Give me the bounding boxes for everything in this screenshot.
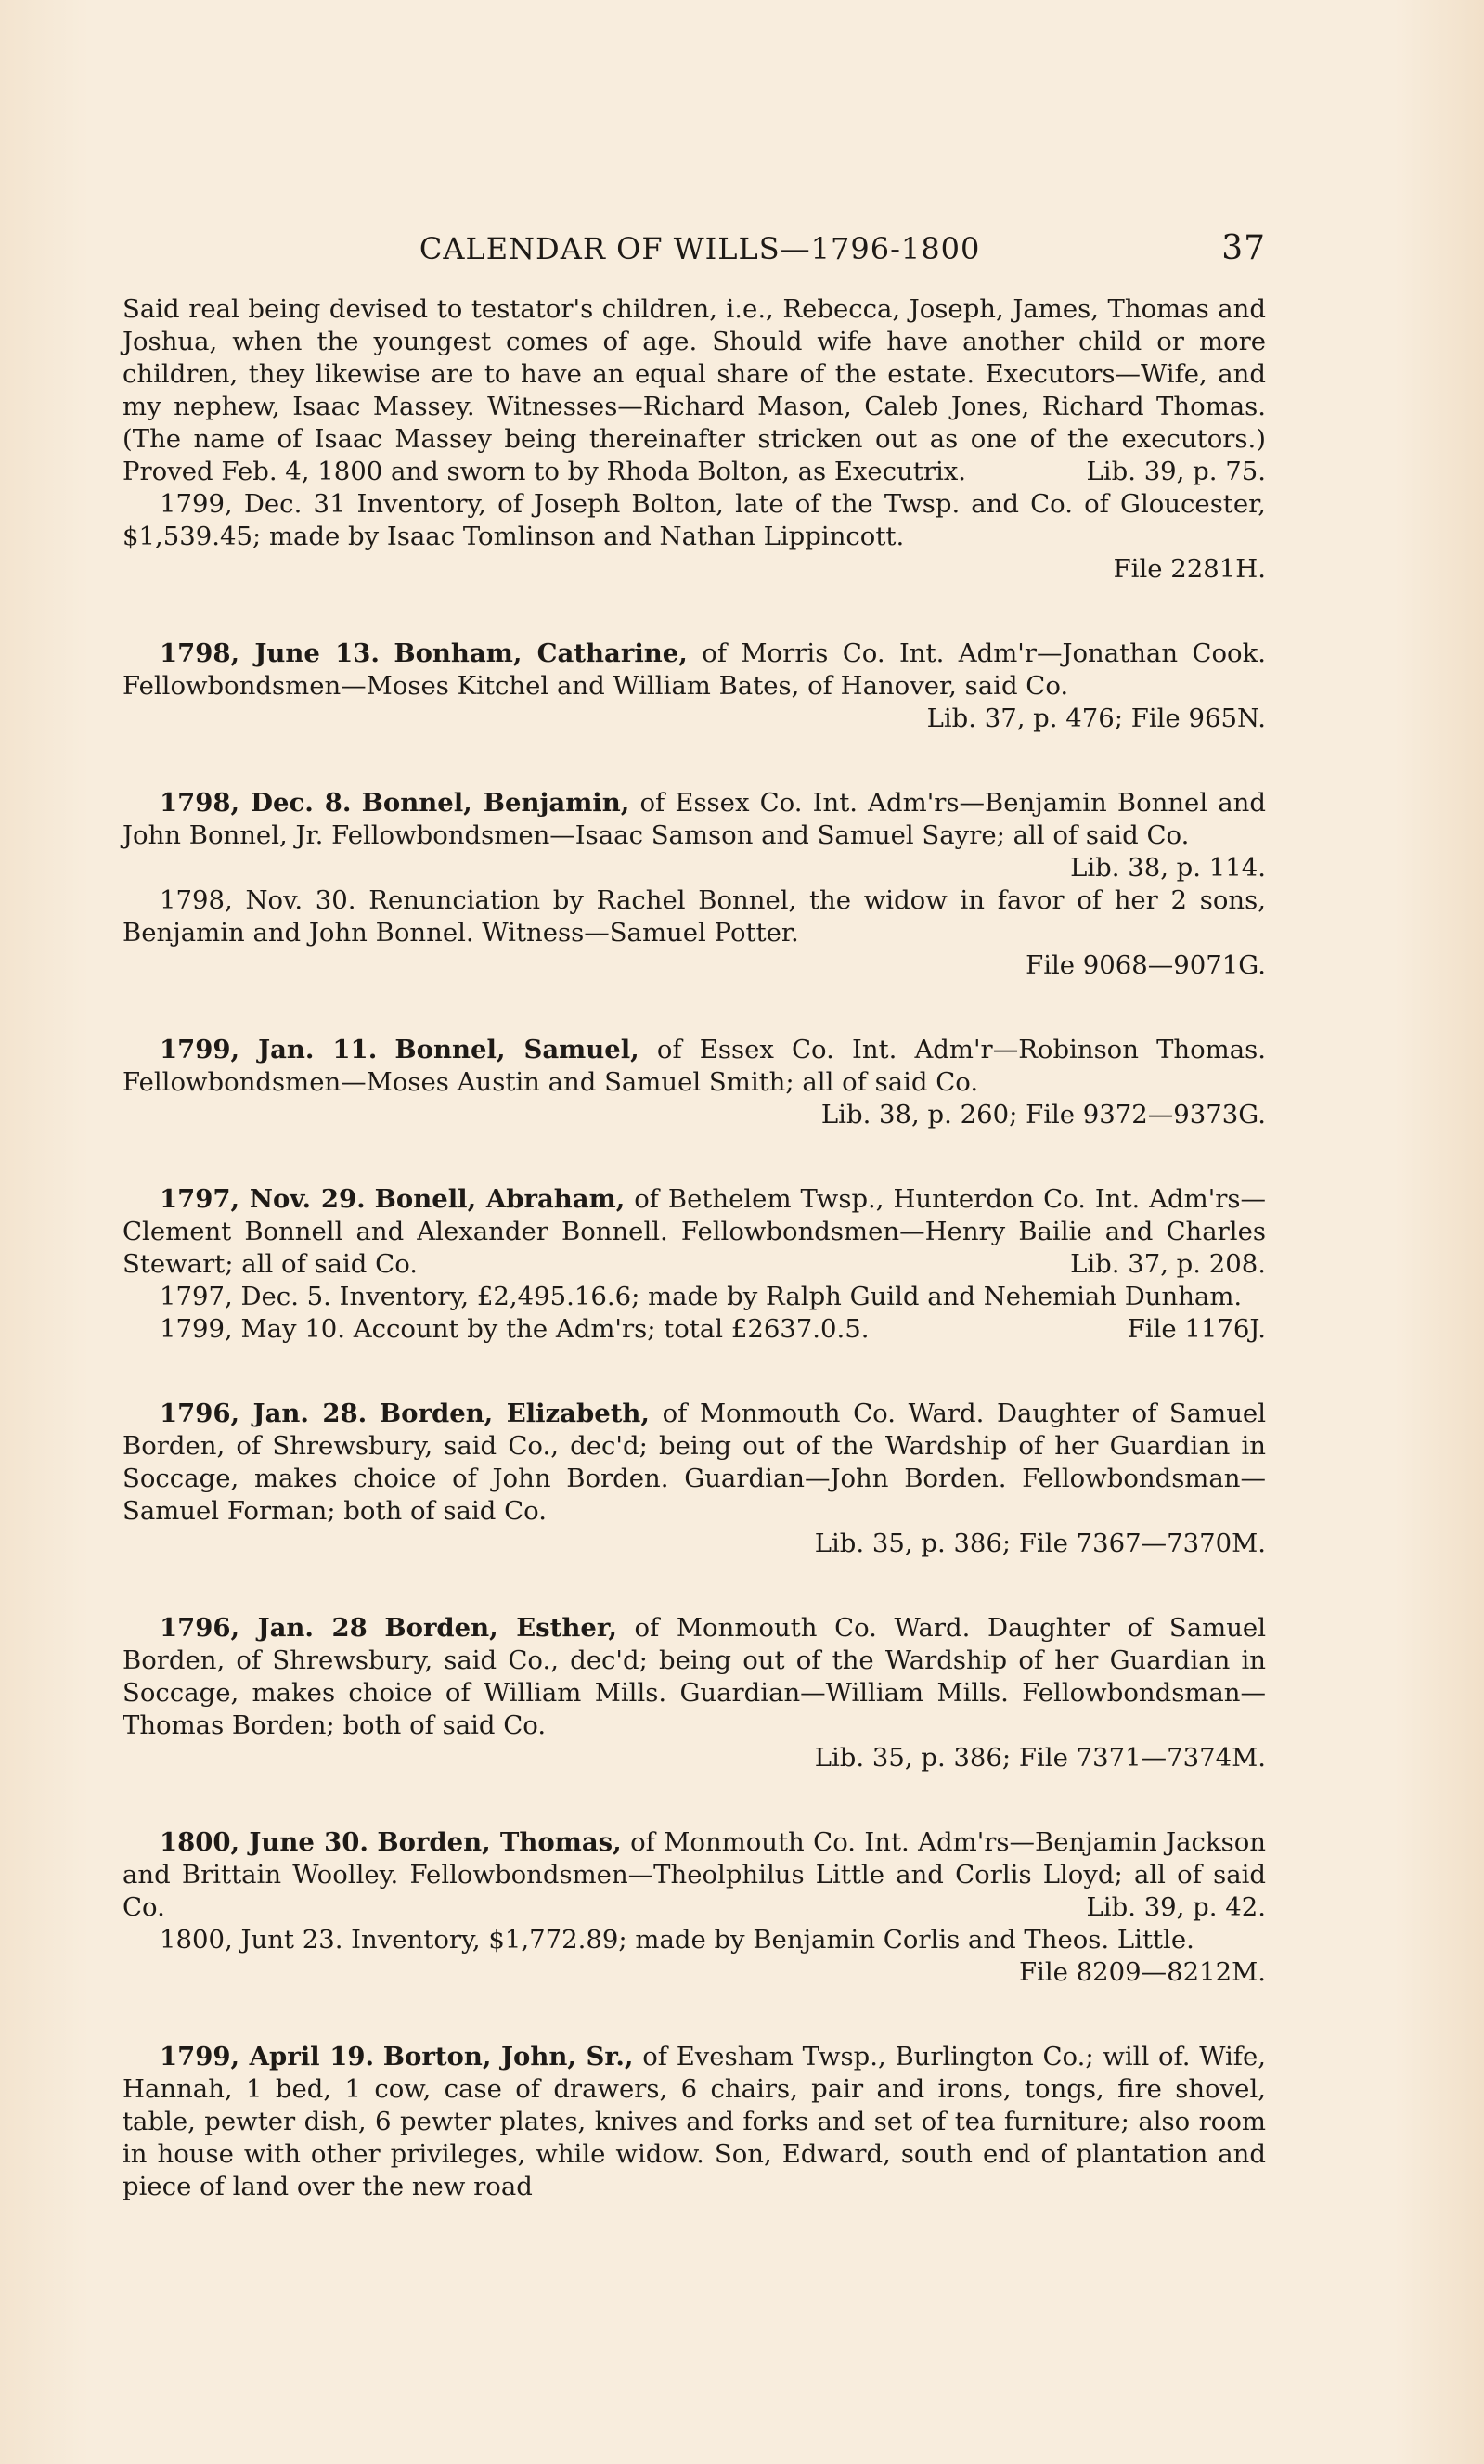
entry-file: File 8209—8212M. — [1018, 1957, 1266, 1987]
entry-para: 1799, Dec. 31 Inventory, of Joseph Bolton, late of the Twsp. and Co. of Gloucester, $1,539.45; made by Isaac Tomlinson and Nathan Lippincott. — [123, 489, 1266, 551]
entry-text: 1796, Jan. 28 Borden, Esther, of Monmouth Co. Ward. Daughter of Samuel Borden, of Shrewsbury, said Co., dec'd; being out of the Wardship of her Guardian in Soccage, makes choice of William Mills. Guardian—William Mills. Fellowbondsman—Thomas Borden; both of said Co. — [123, 1613, 1266, 1740]
entry-name: Borden, Thomas, — [377, 1827, 622, 1857]
entry-ref: Lib. 35, p. 386; File 7371—7374M. — [814, 1743, 1266, 1773]
entry-text: 1798, Dec. 8. Bonnel, Benjamin, of Essex Co. Int. Adm'rs—Benjamin Bonnel and John Bonnel, Jr. Fellowbondsmen—Isaac Samson and Samuel Sayre; all of said Co. Lib. 38, p. 114. — [123, 788, 1266, 883]
entry-name: Borden, Esther, — [384, 1613, 617, 1643]
entry-ref: Lib. 39, p. 42. — [1086, 1892, 1266, 1922]
entry-name: Bonnel, Benjamin, — [361, 788, 630, 818]
entry-bonell-abraham — [123, 1183, 1266, 1346]
entry-text: 1799, Jan. 11. Bonnel, Samuel, of Essex Co. Int. Adm'r—Robinson Thomas. Fellowbondsmen—Moses Austin and Samuel Smith; all of said Co. — [123, 1035, 1267, 1097]
entry-date: 1798, Dec. 8. — [160, 788, 352, 818]
entry-ref: Lib. 37, p. 476; File 965N. — [926, 703, 1266, 733]
entry-bonnel-benjamin — [123, 787, 1266, 982]
entry-ref: Lib. 37, p. 208. — [1070, 1249, 1266, 1279]
running-header — [123, 229, 1266, 267]
entry-bonham-catharine — [123, 638, 1266, 735]
entry-file: File 9068—9071G. — [1026, 950, 1266, 980]
entry-borden-thomas — [123, 1826, 1266, 1989]
entry-date: 1797, Nov. 29. — [160, 1184, 366, 1214]
page-number: 37 — [1221, 229, 1266, 267]
entry-name: Bonnel, Samuel, — [394, 1035, 639, 1064]
entry-ref: Lib. 38, p. 260; File 9372—9373G. — [820, 1100, 1266, 1129]
entry-text: 1800, June 30. Borden, Thomas, of Monmouth Co. Int. Adm'rs—Benjamin Jackson and Brittain Woolley. Fellowbondsmen—Theolphilus Little and Corlis Lloyd; all of said Co. Lib. 39, p. 42. — [123, 1827, 1267, 1922]
entry-para: 1799, May 10. Account by the Adm'rs; total £2637.0.5. File 1176J. — [160, 1314, 1266, 1344]
entry-borden-elizabeth — [123, 1398, 1266, 1560]
entry-date: 1796, Jan. 28 — [160, 1613, 368, 1643]
entry-date: 1796, Jan. 28. — [160, 1399, 368, 1428]
page-title: CALENDAR OF WILLS—1796-1800 — [419, 231, 981, 266]
entry-para: 1800, Junt 23. Inventory, $1,772.89; made by Benjamin Corlis and Theos. Little. File 8209—8212M. — [160, 1925, 1266, 1987]
entry-text: 1797, Nov. 29. Bonell, Abraham, of Bethelem Twsp., Hunterdon Co. Int. Adm'rs—Clement Bonnell and Alexander Bonnell. Fellowbondsmen—Henry Bailie and Charles Stewart; all of said Co. Lib. 37, p. 208. — [123, 1184, 1267, 1279]
entry-file: File 1176J. — [1127, 1314, 1266, 1344]
entry-date: 1799, April 19. — [160, 2042, 375, 2071]
entry-date: 1798, June 13. — [160, 639, 380, 668]
entry-text: 1799, April 19. Borton, John, Sr., of Evesham Twsp., Burlington Co.; will of. Wife, Hannah, 1 bed, 1 cow, case of drawers, 6 chairs, pair and irons, tongs, fire shovel, table, pewter dish, 6 pewter plates, knives and forks and set of tea furniture; also room in house with other privileges, while widow. Son, Edward, south end of plantation and piece of land over the new road — [123, 2042, 1266, 2201]
entry-file: File 2281H. — [1113, 554, 1266, 584]
entry-ref: Lib. 39, p. 75. — [1086, 457, 1266, 486]
entry-text: Said real being devised to testator's children, i.e., Rebecca, Joseph, James, Thomas and Joshua, when the youngest comes of age. Should wife have another child or more children, they likewise are to have an equal share of the estate. Executors—Wife, and my nephew, Isaac Massey. Witnesses—Richard Mason, Caleb Jones, Richard Thomas. (The name of Isaac Massey being thereinafter stricken out as one of the executors.) Proved Feb. 4, 1800 and sworn to by Rhoda Bolton, as Executrix. Lib. 39, p. 75. — [123, 294, 1266, 486]
entry-ref: Lib. 35, p. 386; File 7367—7370M. — [814, 1529, 1266, 1558]
entry-text: 1796, Jan. 28. Borden, Elizabeth, of Monmouth Co. Ward. Daughter of Samuel Borden, of Shrewsbury, said Co., dec'd; being out of the Wardship of her Guardian in Soccage, makes choice of John Borden. Guardian—John Borden. Fellowbondsman—Samuel Forman; both of said Co. — [123, 1399, 1266, 1526]
entry-name: Bonham, Catharine, — [394, 639, 688, 668]
entry-name: Bonell, Abraham, — [374, 1184, 626, 1214]
page-content — [123, 229, 1267, 2255]
entry-text: 1798, June 13. Bonham, Catharine, of Morris Co. Int. Adm'r—Jonathan Cook. Fellowbondsmen—Moses Kitchel and William Bates, of Hanover, said Co. Lib. 37, p. 476; File 965N. — [123, 639, 1266, 733]
entry-bonnel-samuel — [123, 1034, 1266, 1131]
entry-date: 1799, Jan. 11. — [160, 1035, 378, 1064]
entry-continuation — [123, 293, 1266, 586]
entry-para: 1798, Nov. 30. Renunciation by Rachel Bonnel, the widow in favor of her 2 sons, Benjamin and John Bonnel. Witness—Samuel Potter. — [123, 885, 1266, 948]
entry-name: Borden, Elizabeth, — [379, 1399, 650, 1428]
entry-para: 1797, Dec. 5. Inventory, £2,495.16.6; made by Ralph Guild and Nehemiah Dunham. — [160, 1282, 1243, 1311]
entry-borden-esther — [123, 1612, 1266, 1774]
entry-date: 1800, June 30. — [160, 1827, 368, 1857]
entry-name: Borton, John, Sr., — [382, 2042, 634, 2071]
entry-borton-john — [123, 2041, 1266, 2203]
entry-ref: Lib. 38, p. 114. — [1070, 853, 1266, 883]
